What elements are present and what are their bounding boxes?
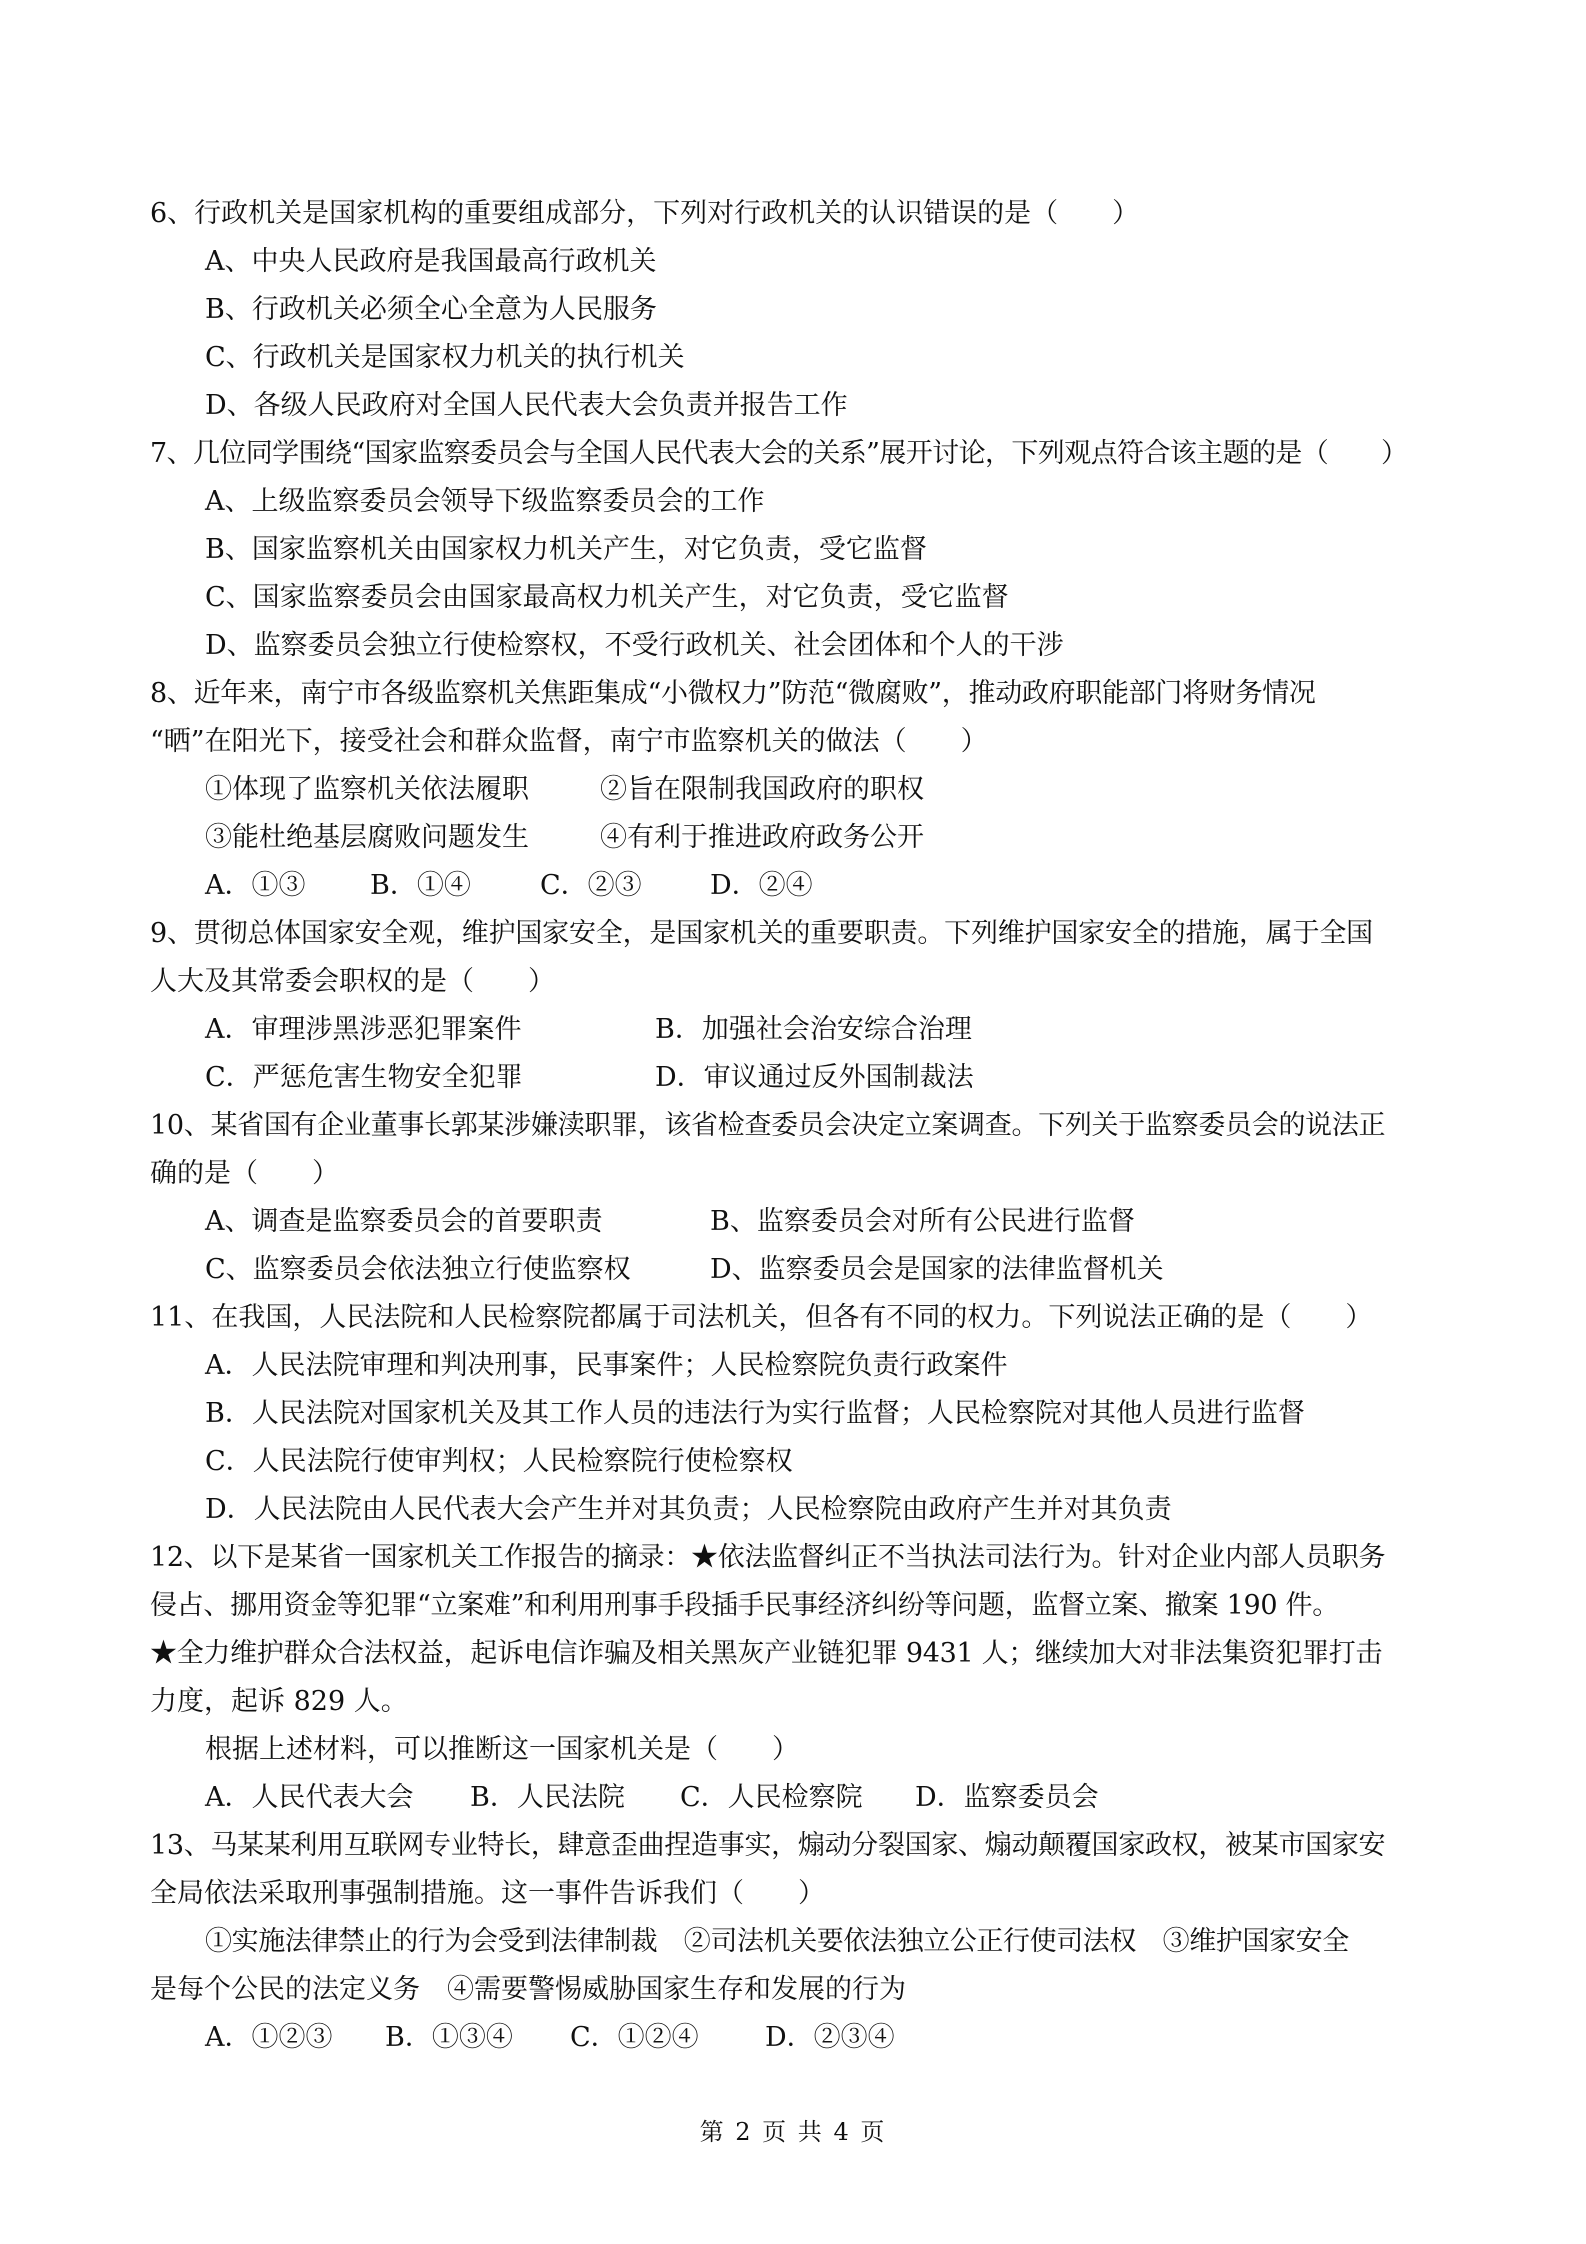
- question-7-option-b: B、国家监察机关由国家权力机关产生，对它负责，受它监督: [205, 534, 927, 565]
- question-13-option-d: D．②③④: [765, 2022, 895, 2053]
- question-6-option-a: A、中央人民政府是我国最高行政机关: [205, 246, 657, 277]
- question-11-stem: 11、在我国，人民法院和人民检察院都属于司法机关，但各有不同的权力。下列说法正确的是（ ）: [150, 1302, 1373, 1333]
- question-8-option-c: C．②③: [540, 870, 642, 901]
- question-13-items-line-2: 是每个公民的法定义务 ④需要警惕威胁国家生存和发展的行为: [150, 1974, 906, 2005]
- question-6-option-c: C、行政机关是国家权力机关的执行机关: [205, 342, 685, 373]
- question-9-option-b: B．加强社会治安综合治理: [655, 1014, 972, 1045]
- question-12-question: 根据上述材料，可以推断这一国家机关是（ ）: [205, 1734, 799, 1765]
- question-12-material-line-2: 侵占、挪用资金等犯罪“立案难”和利用刑事手段插手民事经济纠纷等问题，监督立案、撤案 190 件。: [150, 1590, 1339, 1621]
- question-7-option-c: C、国家监察委员会由国家最高权力机关产生，对它负责，受它监督: [205, 582, 1009, 613]
- question-13-stem-line-1: 13、马某某利用互联网专业特长，肆意歪曲捏造事实，煽动分裂国家、煽动颠覆国家政权，被某市国家安: [150, 1830, 1386, 1861]
- question-8-item-1: ①体现了监察机关依法履职: [205, 774, 529, 805]
- question-9-option-a: A．审理涉黑涉恶犯罪案件: [205, 1014, 522, 1045]
- question-10-option-c: C、监察委员会依法独立行使监察权: [205, 1254, 631, 1285]
- question-10-option-a: A、调查是监察委员会的首要职责: [205, 1206, 603, 1237]
- question-9-stem-line-1: 9、贯彻总体国家安全观，维护国家安全，是国家机关的重要职责。下列维护国家安全的措施，属于全国: [150, 918, 1373, 949]
- question-6-stem: 6、行政机关是国家机构的重要组成部分，下列对行政机关的认识错误的是（ ）: [150, 198, 1140, 229]
- question-8-stem-line-2: “晒”在阳光下，接受社会和群众监督，南宁市监察机关的做法（ ）: [150, 726, 988, 757]
- question-8-option-a: A．①③: [205, 870, 306, 901]
- question-8-stem-line-1: 8、近年来，南宁市各级监察机关焦距集成“小微权力”防范“微腐败”，推动政府职能部门将财务情况: [150, 678, 1316, 709]
- question-8-option-b: B．①④: [370, 870, 471, 901]
- question-12-option-d: D．监察委员会: [915, 1782, 1099, 1813]
- question-7-stem: 7、几位同学围绕“国家监察委员会与全国人民代表大会的关系”展开讨论，下列观点符合该主题的是（ ）: [150, 438, 1408, 469]
- question-12-material-line-4: 力度，起诉 829 人。: [150, 1686, 408, 1717]
- question-9-option-c: C．严惩危害生物安全犯罪: [205, 1062, 523, 1093]
- question-13-option-a: A．①②③: [205, 2022, 333, 2053]
- question-11-option-c: C．人民法院行使审判权；人民检察院行使检察权: [205, 1446, 793, 1477]
- question-12-option-c: C．人民检察院: [680, 1782, 863, 1813]
- question-8-item-3: ③能杜绝基层腐败问题发生: [205, 822, 529, 853]
- question-12-material-line-1: 12、以下是某省一国家机关工作报告的摘录：★依法监督纠正不当执法司法行为。针对企业内部人员职务: [150, 1542, 1386, 1573]
- question-11-option-a: A．人民法院审理和判决刑事，民事案件；人民检察院负责行政案件: [205, 1350, 1008, 1381]
- page-number-footer: 第 2 页 共 4 页: [699, 2118, 887, 2146]
- question-12-option-a: A．人民代表大会: [205, 1782, 414, 1813]
- question-12-option-b: B．人民法院: [470, 1782, 625, 1813]
- question-8-item-4: ④有利于推进政府政务公开: [600, 822, 924, 853]
- question-12-material-line-3: ★全力维护群众合法权益，起诉电信诈骗及相关黑灰产业链犯罪 9431 人；继续加大对非法集资犯罪打击: [150, 1638, 1383, 1669]
- question-10-option-b: B、监察委员会对所有公民进行监督: [710, 1206, 1135, 1237]
- question-6-option-b: B、行政机关必须全心全意为人民服务: [205, 294, 657, 325]
- question-7-option-d: D、监察委员会独立行使检察权，不受行政机关、社会团体和个人的干涉: [205, 630, 1064, 661]
- question-13-option-b: B．①③④: [385, 2022, 513, 2053]
- question-7-option-a: A、上级监察委员会领导下级监察委员会的工作: [205, 486, 765, 517]
- question-9-stem-line-2: 人大及其常委会职权的是（ ）: [150, 966, 555, 997]
- question-10-stem-line-1: 10、某省国有企业董事长郭某涉嫌渎职罪，该省检查委员会决定立案调查。下列关于监察委员会的说法正: [150, 1110, 1386, 1141]
- question-13-option-c: C．①②④: [570, 2022, 699, 2053]
- question-8-option-d: D．②④: [710, 870, 813, 901]
- question-11-option-b: B．人民法院对国家机关及其工作人员的违法行为实行监督；人民检察院对其他人员进行监督: [205, 1398, 1305, 1429]
- question-8-item-2: ②旨在限制我国政府的职权: [600, 774, 924, 805]
- question-13-stem-line-2: 全局依法采取刑事强制措施。这一事件告诉我们（ ）: [150, 1878, 825, 1909]
- question-13-items-line-1: ①实施法律禁止的行为会受到法律制裁 ②司法机关要依法独立公正行使司法权 ③维护国家安全: [205, 1926, 1349, 1957]
- question-9-option-d: D．审议通过反外国制裁法: [655, 1062, 974, 1093]
- question-6-option-d: D、各级人民政府对全国人民代表大会负责并报告工作: [205, 390, 848, 421]
- question-11-option-d: D．人民法院由人民代表大会产生并对其负责；人民检察院由政府产生并对其负责: [205, 1494, 1172, 1525]
- question-10-stem-line-2: 确的是（ ）: [150, 1158, 339, 1189]
- question-10-option-d: D、监察委员会是国家的法律监督机关: [710, 1254, 1164, 1285]
